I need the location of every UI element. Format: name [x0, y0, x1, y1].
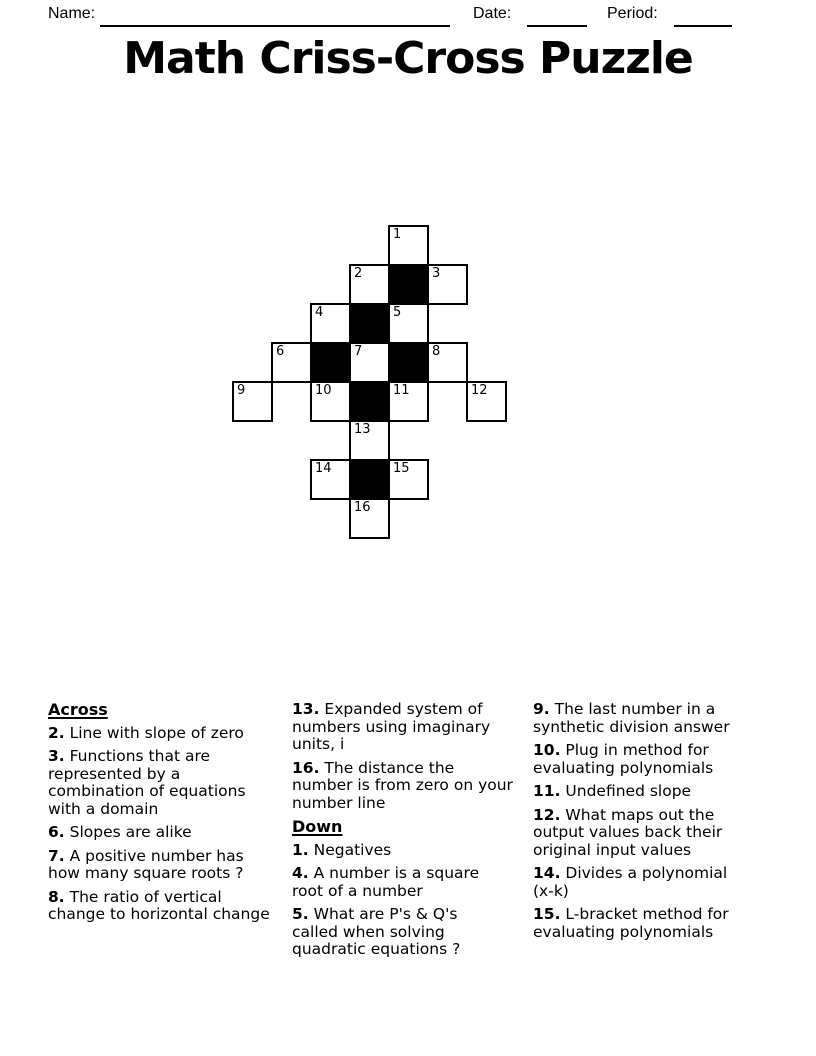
- clue-number: 2.: [48, 723, 65, 742]
- clue-line: represented by a: [48, 764, 181, 783]
- puzzle-cell-15: [388, 459, 429, 500]
- clue-column-2: [292, 701, 513, 965]
- clue-number: 12.: [533, 805, 561, 824]
- clue-7: [48, 848, 270, 883]
- clue-line: 8. The ratio of vertical: [48, 887, 222, 906]
- clue-number: 10.: [533, 741, 561, 759]
- clue-number: 14.: [533, 864, 561, 882]
- cell-number: 13: [354, 422, 371, 437]
- clue-number: 11.: [533, 782, 561, 800]
- black-cell: [349, 381, 390, 422]
- clue-13: [292, 701, 513, 754]
- cell-number: 10: [315, 383, 332, 398]
- black-cell: [310, 342, 351, 383]
- clue-14: [533, 865, 730, 900]
- clue-column-1: [48, 701, 270, 930]
- puzzle-cell-11: [388, 381, 429, 422]
- clue-3: [48, 748, 270, 818]
- clue-line: combination of equations: [48, 782, 246, 800]
- black-cell: [349, 459, 390, 500]
- clue-line: quadratic equations ?: [292, 940, 461, 958]
- clue-line: 11. Undefined slope: [533, 782, 692, 800]
- down-heading: Down: [292, 817, 343, 836]
- clue-8: [48, 889, 270, 924]
- clue-line: 14. Divides a polynomial: [533, 864, 728, 882]
- clue-line: evaluating polynomials: [533, 922, 714, 941]
- cell-number: 3: [432, 266, 441, 281]
- puzzle-cell-10: [310, 381, 351, 422]
- clue-line: output values back their: [533, 823, 723, 841]
- puzzle-cell-13: [349, 420, 390, 461]
- date-blank-line: [527, 25, 587, 27]
- cell-number: 7: [354, 344, 363, 359]
- clue-11: [533, 783, 730, 801]
- cell-number: 6: [276, 344, 285, 359]
- clue-number: 4.: [292, 864, 309, 882]
- puzzle-cell-6: [271, 342, 312, 383]
- clue-6: [48, 824, 270, 842]
- puzzle-cell-16: [349, 498, 390, 539]
- cell-number: 9: [237, 383, 246, 398]
- clue-line: 6. Slopes are alike: [48, 823, 192, 841]
- black-cell: [388, 342, 429, 383]
- clue-line: units, i: [292, 735, 345, 753]
- clue-line: 3. Functions that are: [48, 747, 211, 765]
- clue-number: 9.: [533, 700, 550, 718]
- clue-number: 16.: [292, 758, 320, 777]
- cell-number: 5: [393, 305, 402, 320]
- puzzle-cell-2: [349, 264, 390, 305]
- period-label: Period:: [607, 5, 658, 22]
- puzzle-cell-3: [427, 264, 468, 305]
- clue-number: 8.: [48, 887, 65, 906]
- across-heading: Across: [48, 700, 108, 719]
- clue-line: numbers using imaginary: [292, 717, 491, 736]
- puzzle-cell-9: [232, 381, 273, 422]
- date-label: Date:: [473, 5, 512, 22]
- clue-5: [292, 906, 513, 959]
- clue-line: 16. The distance the: [292, 758, 455, 777]
- clue-line: 5. What are P's & Q's: [292, 905, 458, 923]
- clue-15: [533, 906, 730, 941]
- clue-line: 13. Expanded system of: [292, 700, 483, 718]
- puzzle-cell-12: [466, 381, 507, 422]
- name-blank-line: [100, 25, 450, 27]
- clue-line: 1. Negatives: [292, 840, 392, 859]
- cell-number: 8: [432, 344, 441, 359]
- clue-column-3: [533, 701, 730, 947]
- clue-line: with a domain: [48, 799, 159, 818]
- clue-line: evaluating polynomials: [533, 758, 714, 777]
- cell-number: 15: [393, 461, 410, 476]
- clue-number: 6.: [48, 823, 65, 841]
- clue-line: 4. A number is a square: [292, 864, 480, 882]
- clue-number: 3.: [48, 747, 65, 765]
- clue-10: [533, 742, 730, 777]
- clue-line: 15. L-bracket method for: [533, 905, 729, 923]
- clue-line: number line: [292, 793, 386, 812]
- black-cell: [388, 264, 429, 305]
- puzzle-cell-8: [427, 342, 468, 383]
- cell-number: 4: [315, 305, 324, 320]
- clue-2: [48, 725, 270, 743]
- clue-number: 15.: [533, 905, 561, 923]
- clue-line: called when solving: [292, 922, 445, 941]
- cell-number: 16: [354, 500, 371, 515]
- clue-number: 13.: [292, 700, 320, 718]
- clue-line: (x-k): [533, 881, 569, 900]
- clue-line: root of a number: [292, 881, 423, 900]
- cell-number: 11: [393, 383, 410, 398]
- clue-12: [533, 807, 730, 860]
- clue-1: [292, 842, 513, 860]
- clue-line: original input values: [533, 840, 692, 859]
- clue-line: 10. Plug in method for: [533, 741, 709, 759]
- clue-line: synthetic division answer: [533, 717, 730, 736]
- puzzle-cell-4: [310, 303, 351, 344]
- clue-16: [292, 760, 513, 813]
- period-blank-line: [674, 25, 732, 27]
- clue-line: how many square roots ?: [48, 864, 244, 882]
- cell-number: 2: [354, 266, 363, 281]
- cell-number: 12: [471, 383, 488, 398]
- clue-line: 2. Line with slope of zero: [48, 723, 244, 742]
- clue-number: 7.: [48, 846, 65, 865]
- name-label: Name:: [48, 5, 96, 22]
- clue-9: [533, 701, 730, 736]
- black-cell: [349, 303, 390, 344]
- clue-line: number is from zero on your: [292, 776, 513, 794]
- clue-number: 5.: [292, 905, 309, 923]
- clue-line: 9. The last number in a: [533, 700, 716, 718]
- puzzle-cell-1: [388, 225, 429, 266]
- clue-line: 7. A positive number has: [48, 846, 244, 865]
- puzzle-grid: [232, 225, 507, 539]
- puzzle-cell-7: [349, 342, 390, 383]
- page-title: Math Criss-Cross Puzzle: [123, 33, 693, 84]
- clue-number: 1.: [292, 840, 309, 859]
- clue-line: 12. What maps out the: [533, 805, 715, 824]
- clue-line: change to horizontal change: [48, 905, 270, 923]
- cell-number: 14: [315, 461, 332, 476]
- puzzle-cell-5: [388, 303, 429, 344]
- clue-4: [292, 865, 513, 900]
- cell-number: 1: [393, 227, 402, 242]
- puzzle-cell-14: [310, 459, 351, 500]
